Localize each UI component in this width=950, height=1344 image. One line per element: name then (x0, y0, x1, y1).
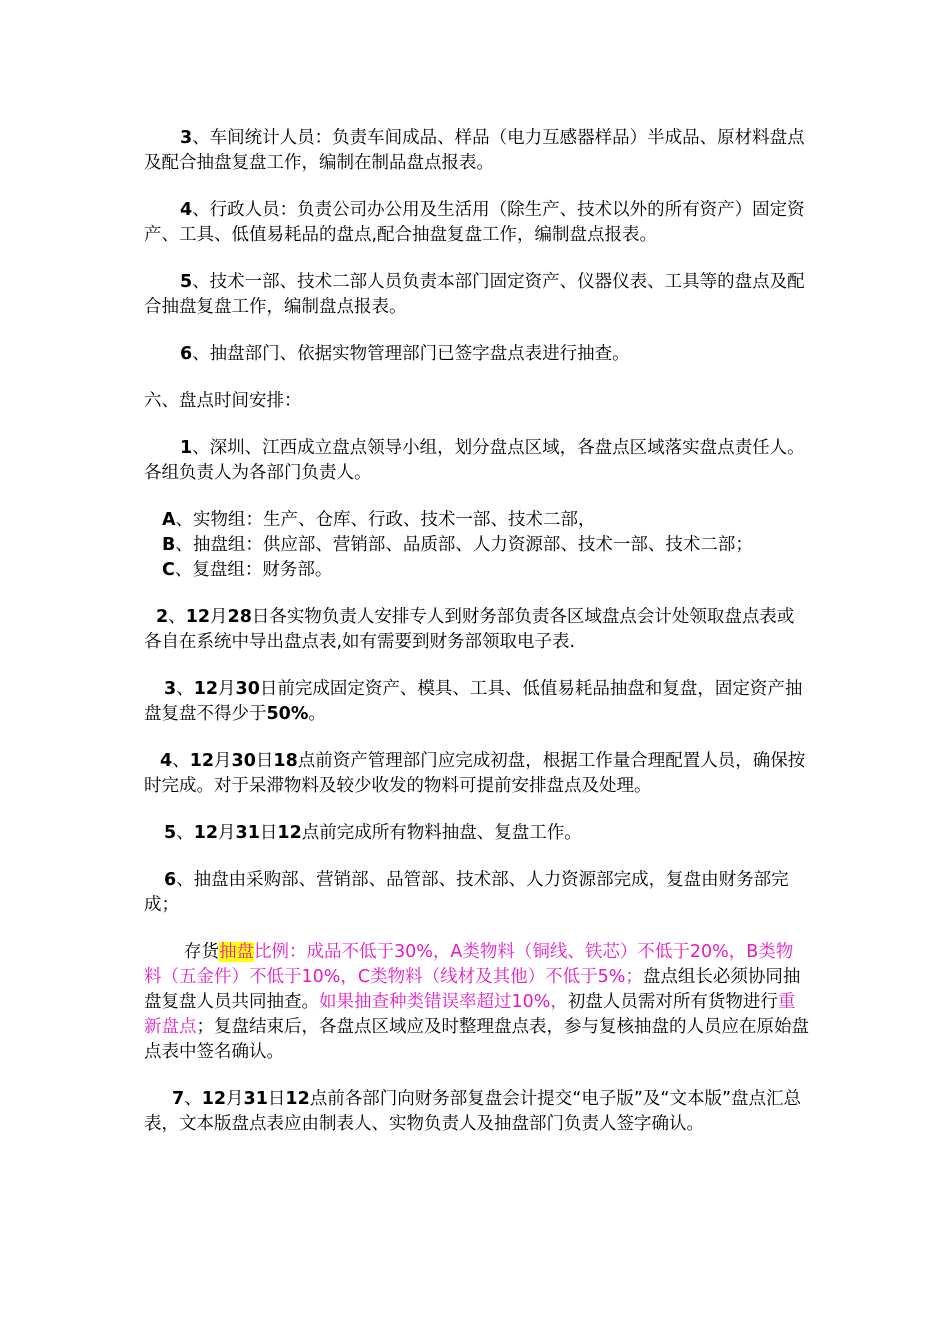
inv-text-2: 初盘人员需对所有货物进行 (567, 992, 778, 1012)
paragraph-tech-departments: 5、技术一部、技术二部人员负责本部门固定资产、仪器仪表、工具等的盘点及配合抽盘复盘工作，编制盘点报表。 (144, 272, 805, 317)
paragraph-schedule-4: 4、12月30日18点前资产管理部门应完成初盘，根据工作量合理配置人员，确保按时完成。对于呆滞物料及较少收发的物料可提前安排盘点及处理。 (144, 751, 806, 796)
list-item-group-c: C、复盘组：财务部。 (162, 560, 333, 580)
inv-text-3: ；复盘结束后，各盘点区域应及时整理盘点表，参与复核抽盘的人员应在原始盘点表中签名确认。 (144, 1017, 809, 1062)
list-item-group-b: B、抽盘组：供应部、营销部、品质部、人力资源部、技术一部、技术二部； (162, 535, 753, 555)
section-heading-schedule: 六、盘点时间安排： (144, 391, 302, 411)
inv-text-1: 盘点组长必须协同抽盘复盘人员共同抽查。 (144, 967, 801, 1012)
paragraph-inventory-ratio (144, 940, 810, 1065)
paragraph-schedule-7: 7、12月31日12点前各部门向财务部复盘会计提交“电子版”及“文本版”盘点汇总表，文本版盘点表应由制表人、实物负责人及抽盘部门负责人签字确认。 (144, 1089, 802, 1134)
list-item-group-a: A、实物组：生产、仓库、行政、技术一部、技术二部， (162, 510, 596, 530)
inv-ratio-values: 成品不低于30%，A类物料（铜线、铁芯）不低于20%，B类物料（五金件）不低于10%，C类物料（线材及其他）不低于5%； (144, 942, 794, 987)
paragraph-schedule-6: 6、抽盘由采购部、营销部、品管部、技术部、人力资源部完成，复盘由财务部完成； (144, 870, 789, 915)
paragraph-schedule-2: 2、12月28日各实物负责人安排专人到财务部负责各区域盘点会计处领取盘点表或各自在系统中导出盘点表,如有需要到财务部领取电子表. (144, 607, 795, 652)
paragraph-workshop-staff: 3、车间统计人员：负责车间成品、样品（电力互感器样品）半成品、原材料盘点及配合抽盘复盘工作，编制在制品盘点报表。 (144, 128, 805, 173)
paragraph-sampling-department: 6、抽盘部门、依据实物管理部门已签字盘点表进行抽查。 (180, 344, 630, 364)
paragraph-schedule-1: 1、深圳、江西成立盘点领导小组，划分盘点区域，各盘点区域落实盘点责任人。各组负责人为各部门负责人。 (144, 438, 805, 483)
inv-recount: 重新盘点 (144, 992, 796, 1037)
inv-ratio-label: 比例 (254, 942, 289, 962)
paragraph-admin-staff: 4、行政人员：负责公司办公用及生活用（除生产、技术以外的所有资产）固定资产、工具、低值易耗品的盘点,配合抽盘复盘工作，编制盘点报表。 (144, 200, 805, 245)
inv-colon: ： (289, 942, 307, 962)
paragraph-schedule-3: 3、12月30日前完成固定资产、模具、工具、低值易耗品抽盘和复盘，固定资产抽盘复盘不得少于50%。 (144, 679, 803, 724)
inv-error-rate: 如果抽查种类错误率超过10%， (319, 992, 568, 1012)
group-list (144, 508, 810, 583)
inv-highlight: 抽盘 (219, 942, 254, 962)
inv-prefix: 存货 (184, 942, 219, 962)
paragraph-schedule-5: 5、12月31日12点前完成所有物料抽盘、复盘工作。 (164, 823, 582, 843)
